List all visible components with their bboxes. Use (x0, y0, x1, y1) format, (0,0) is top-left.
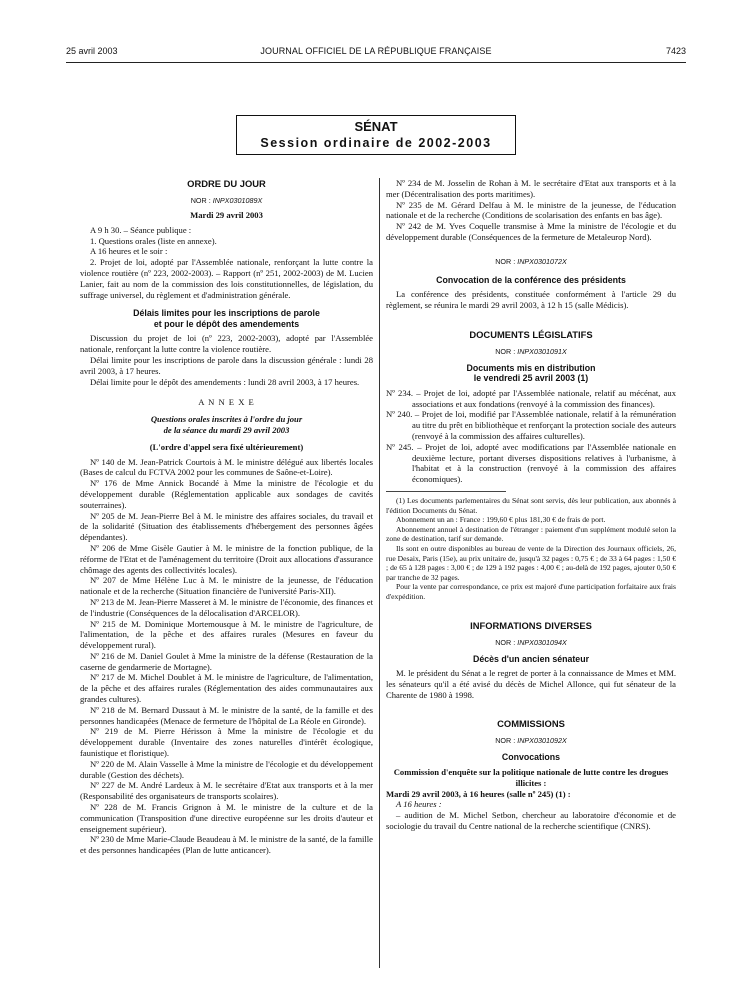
commissions-title: COMMISSIONS (497, 718, 565, 730)
list-item: Nº 219 de M. Pierre Hérisson à Mme la ministre de l'écologie et du développement durable (Inventaire des zones naturelles d'intérêt écologique, faunistique et floristique). (80, 726, 373, 759)
paragraph: M. le président du Sénat a le regret de porter à la connaissance de Mmes et MM. les sénateurs qu'il a été avisé du décès de Michel Allonce, qui fut sénateur de la Charente de 1980 à 1998. (386, 668, 676, 700)
commission-date: Mardi 29 avril 2003, à 16 heures (salle nº 245) (1) : (386, 788, 571, 799)
footnote: (1) Les documents parlementaires du Sénat sont servis, dès leur publication, aux abonnés à l'édition Documents du Sénat. (386, 496, 676, 515)
senat-banner (236, 115, 516, 155)
convocations-title: Convocations (501, 752, 561, 763)
list-item: Nº 235 de M. Gérard Delfau à M. le ministre de la jeunesse, de l'éducation nationale et de la recherche (Conditions de scolarisation des enfants en bas âge). (386, 199, 676, 221)
footnotes (386, 496, 676, 602)
delais-title: Délais limites pour les inscriptions de parole et pour le dépôt des amendements (133, 308, 320, 329)
footnote: Ils sont en outre disponibles au bureau de vente de la Direction des Journaux officiels, 26, rue Desaix, Paris (15e), au prix unitaire de, jusqu'à 32 pages : 0,75 € ; de 33 à 64 pages : 1,50 € ; de 65 à 128 pages : 3,00 € ; de 129 à 192 pages : 4,00 € ; au-delà de 192 pages, ajouter 0,50 € par tranche de 32 pages. (386, 544, 676, 582)
header-date: 25 avril 2003 (66, 46, 118, 56)
list-item: Nº 218 de M. Bernard Dussaut à M. le ministre de la santé, de la famille et des personnes handicapées (Menace de fermeture de l'hôpital de La Réole en Gironde). (80, 704, 373, 726)
banner-subtitle: Session ordinaire de 2002-2003 (260, 136, 492, 150)
list-item: Nº 213 de M. Jean-Pierre Masseret à M. le ministre de l'économie, des finances et de l'industrie (Conséquences de la délocalisation d'ARCELOR). (80, 596, 373, 618)
list-item: Nº 205 de M. Jean-Pierre Bel à M. le ministre des affaires sociales, du travail et de la solidarité (Situation des établissements d'hébergement des personnes âgées dépendantes). (80, 510, 373, 543)
list-item: Nº 216 de M. Daniel Goulet à Mme la ministre de la défense (Restauration de la caserne de gendarmerie de Mortagne). (80, 650, 373, 672)
documents-subtitle: Documents mis en distribution le vendredi 25 avril 2003 (1) (466, 362, 596, 384)
list-item: Nº 245. – Projet de loi, adopté avec modifications par l'Assemblée nationale en deuxième lecture, portant diverses dispositions relatives à l'urbanisme, à l'habitat et à la construction (renvoyé à la commission des affaires économiques). (386, 441, 676, 485)
left-column (80, 178, 373, 856)
questions-list (80, 457, 373, 856)
informations-title: INFORMATIONS DIVERSES (470, 619, 592, 631)
list-item: Nº 217 de M. Michel Doublet à M. le ministre de l'agriculture, de l'alimentation, de la pêche et des affaires rurales (Réglementation des aides communautaires aux grandes cultures). (80, 672, 373, 705)
list-item: Nº 228 de M. Francis Grignon à M. le ministre de la culture et de la communication (Transposition d'une directive européenne sur les droits d'auteur et enseignement supérieur). (80, 802, 373, 834)
list-item: Nº 207 de Mme Hélène Luc à M. le ministre de la jeunesse, de l'éducation nationale et de la recherche (Situation financière de l'université Paris-XII). (80, 575, 373, 597)
convocation-title: Convocation de la conférence des présidents (436, 274, 626, 285)
list-item: Nº 215 de M. Dominique Mortemousque à M. le ministre de l'agriculture, de l'alimentation, de la pêche et des affaires rurales (Mesures en faveur du développement rural). (80, 618, 373, 651)
right-column (386, 178, 676, 832)
header-title: JOURNAL OFFICIEL DE LA RÉPUBLIQUE FRANÇAISE (260, 46, 492, 56)
paragraph: A 9 h 30. – Séance publique : (90, 224, 192, 235)
nor-line: NOR : INPX0301072X (495, 256, 567, 266)
commission-subtitle: Commission d'enquête sur la politique nationale de lutte contre les drogues illicites : (393, 766, 669, 788)
header-rule (66, 62, 686, 63)
footnote: Pour la vente par correspondance, ce prix est majoré d'une participation forfaitaire aux frais d'expédition. (386, 582, 676, 601)
paragraph: 2. Projet de loi, adopté par l'Assemblée nationale, renforçant la lutte contre la violence routière (nº 223, 2002-2003). – Rapport (nº 251, 2002-2003) de M. Lucien Lanier, fait au nom de la commission des lois constitutionnelles, de législation, du suffrage universel, du règlement et d'administration générale. (80, 257, 373, 300)
nor-line: NOR : INPX0301092X (495, 736, 567, 746)
banner-title: SÉNAT (354, 119, 398, 134)
ordre-du-jour-title: ORDRE DU JOUR (187, 178, 266, 189)
list-item: Nº 206 de Mme Gisèle Gautier à M. le ministre de la fonction publique, de la réforme de l'Etat et de l'aménagement du territoire (Droit aux allocations d'assurance chômage des agents des collectivités locales). (80, 542, 373, 575)
annexe-title: A N N E X E (198, 397, 255, 408)
deces-title: Décès d'un ancien sénateur (472, 653, 589, 664)
list-item: Nº 176 de Mme Annick Bocandé à Mme la ministre de l'écologie et du développement durable (Réglementation applicable aux sondages de cavités souterraines). (80, 478, 373, 510)
footnote-rule (386, 491, 506, 492)
questions-list-continued (386, 178, 676, 243)
date-heading: Mardi 29 avril 2003 (190, 210, 263, 220)
list-item: Nº 234. – Projet de loi, adopté par l'Assemblée nationale, relatif au mécénat, aux associations et aux fondations (renvoyé à la commission des finances). (386, 387, 676, 409)
footnote: Abonnement annuel à destination de l'étranger : paiement d'un supplément modulé selon la zone de destination, tarif sur demande. (386, 524, 676, 544)
paragraph: Délai limite pour les inscriptions de parole dans la discussion générale : lundi 28 avril 2003, à 17 heures. (80, 354, 373, 376)
commission-item: – audition de M. Michel Setbon, chercheur au laboratoire d'économie et de sociologie du travail du Centre national de la recherche scientifique (CNRS). (386, 810, 676, 831)
nor-line: NOR : INPX0301091X (495, 346, 567, 356)
paragraph: Délai limite pour le dépôt des amendements : lundi 28 avril 2003, à 17 heures. (90, 376, 360, 387)
list-item: Nº 230 de Mme Marie-Claude Beaudeau à M. le ministre de la santé, de la famille et des personnes handicapées (Plan de lutte anticancer). (80, 834, 373, 856)
ordre-appel: (L'ordre d'appel sera fixé ultérieurement) (149, 441, 304, 452)
list-item: Nº 220 de M. Alain Vasselle à Mme la ministre de l'écologie et du développement durable (Gestion des déchets). (80, 758, 373, 780)
paragraph: 1. Questions orales (liste en annexe). (90, 235, 217, 246)
list-item: Nº 227 de M. André Lardeux à M. le secrétaire d'Etat aux transports et à la mer (Responsabilité des organisateurs de transports scolaires). (80, 780, 373, 802)
running-header (66, 46, 686, 60)
list-item: Nº 234 de M. Josselin de Rohan à M. le secrétaire d'Etat aux transports et à la mer (Décentralisation des ports maritimes). (386, 178, 676, 199)
column-divider (379, 178, 380, 968)
paragraph: Discussion du projet de loi (nº 223, 2002-2003), adopté par l'Assemblée nationale, renforçant la lutte contre la violence routière. (80, 333, 373, 355)
documents-title: DOCUMENTS LÉGISLATIFS (469, 328, 593, 340)
paragraph: La conférence des présidents, constituée conformément à l'article 29 du règlement, se réunira le mardi 29 avril 2003, à 12 h 15 (salle Médicis). (386, 289, 676, 311)
header-page-number: 7423 (665, 46, 686, 56)
annexe-subtitle: Questions orales inscrites à l'ordre du jour de la séance du mardi 29 avril 2003 (150, 414, 303, 435)
nor-line: NOR : INPX0301089X (190, 196, 263, 205)
documents-list (386, 388, 676, 485)
nor-line: NOR : INPX0301094X (495, 637, 567, 647)
footnote: Abonnement un an : France : 199,60 € plus 181,30 € de frais de port. (396, 515, 606, 525)
list-item: Nº 240. – Projet de loi, modifié par l'Assemblée nationale, relatif à la rémunération au titre du prêt en bibliothèque et renforçant la protection sociale des auteurs (renvoyé à la commission des affaires culturelles). (386, 409, 676, 442)
list-item: Nº 140 de M. Jean-Patrick Courtois à M. le ministre délégué aux libertés locales (Bases de calcul du FCTVA 2002 pour les communes de Saône-et-Loire). (80, 456, 373, 478)
paragraph: A 16 heures et le soir : (90, 246, 168, 257)
commission-time: A 16 heures : (396, 799, 442, 810)
list-item: Nº 242 de M. Yves Coquelle transmise à Mme la ministre de l'écologie et du développement durable (Conséquences de la fermeture de Metaleurop Nord). (386, 221, 676, 242)
